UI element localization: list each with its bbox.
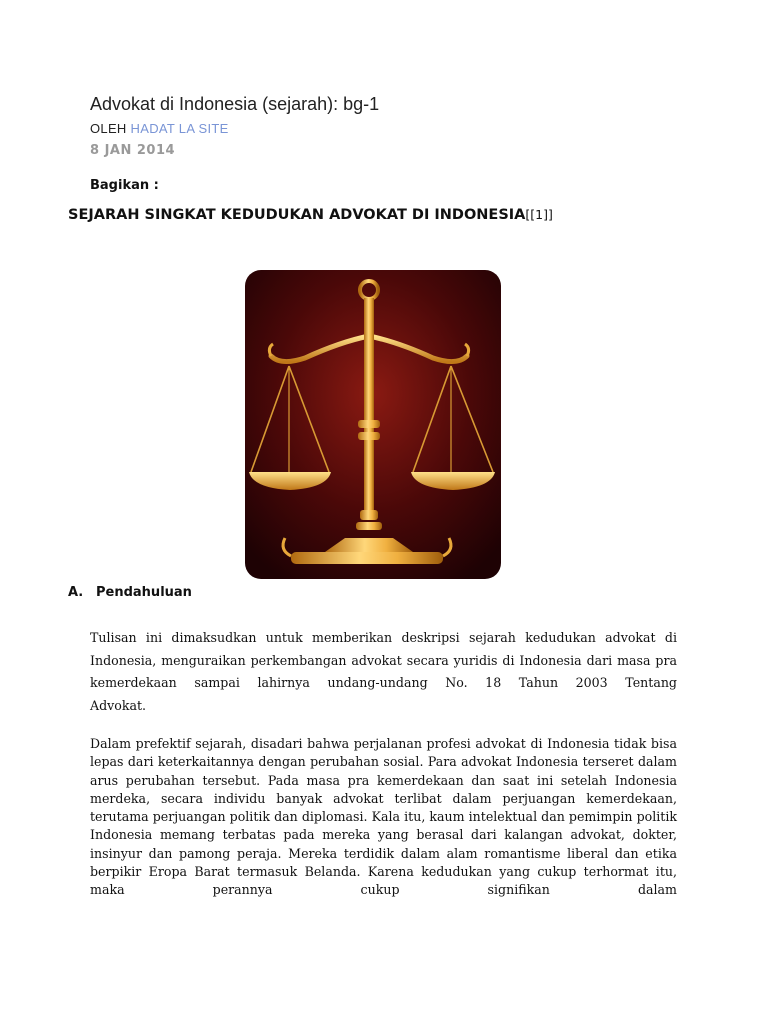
- section-title: Pendahuluan: [96, 585, 192, 600]
- author-link[interactable]: HADAT LA SITE: [130, 121, 229, 136]
- paragraph-text: Tulisan ini dimaksudkan untuk memberikan deskripsi sejarah kedudukan advokat di Indonesia, menguraikan perkembangan advokat secara yuridis di Indonesia dari masa pra kemerdekaan sampai lahirnya undang-undang No. 18 Tahun 2003 Tentang: [90, 630, 677, 690]
- paragraph: [90, 627, 677, 717]
- section-heading: [68, 585, 192, 600]
- paragraph: Dalam prefektif sejarah, disadari bahwa perjalanan profesi advokat di Indonesia tidak bisa lepas dari keterkaitannya dengan perubahan sosial. Para advokat Indonesia terseret dalam arus perubahan tersebut. Pada masa pra kemerdekaan dan saat ini setelah Indonesia merdeka, secara individu banyak advokat terlibat dalam perjuangan kemerdekaan, terutama perjuangan politik dan diplomasi. Kala itu, kaum intelektual dan pemimpin politik Indonesia memang terbatas pada mereka yang berasal dari kalangan advokat, dokter, insinyur dan pamong peraja. Mereka terdidik dalam alam romantisme liberal dan etika berpikir Eropa Barat termasuk Belanda. Karena kedudukan yang cukup terhormat itu, maka perannya cukup signifikan dalam: [90, 736, 677, 898]
- byline-prefix: OLEH: [90, 121, 127, 136]
- section-number: A.: [68, 585, 84, 600]
- post-date: 8 JAN 2014: [90, 143, 176, 158]
- share-label: Bagikan :: [90, 178, 159, 193]
- scales-of-justice-icon: [245, 270, 501, 579]
- paragraph-last-line: Advokat.: [90, 697, 147, 713]
- article-heading-text: SEJARAH SINGKAT KEDUDUKAN ADVOKAT DI INDONESIA: [68, 207, 526, 223]
- article-image: [245, 270, 501, 579]
- footnote-ref-link[interactable]: [[1]]: [525, 207, 553, 222]
- article-heading: [68, 207, 553, 223]
- page-title: Advokat di Indonesia (sejarah): bg-1: [90, 94, 380, 114]
- byline: [90, 121, 229, 136]
